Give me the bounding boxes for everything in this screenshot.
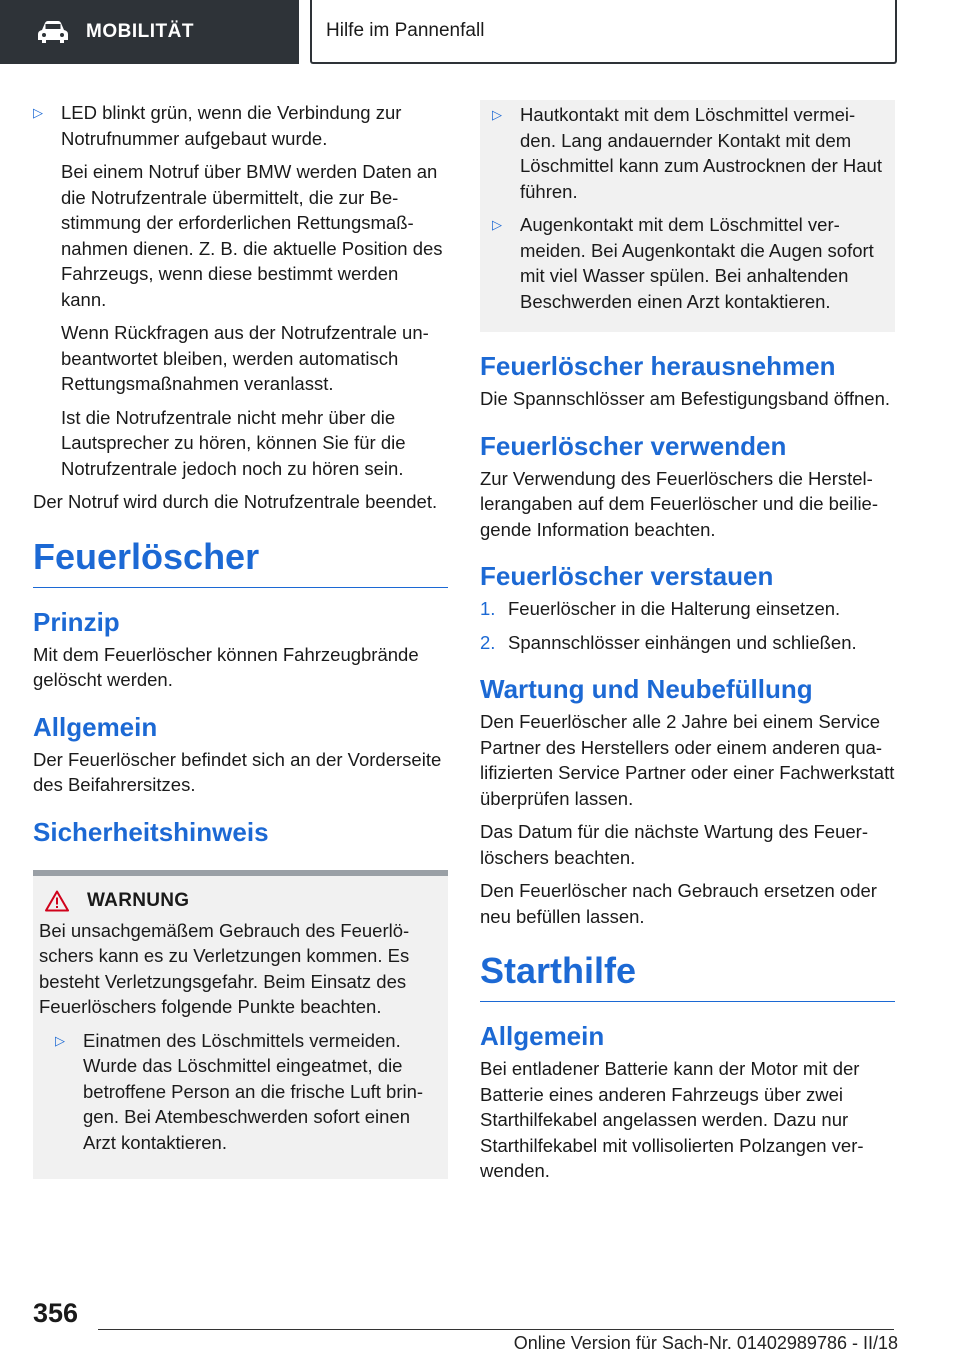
triangle-bullet-icon: ▷ bbox=[492, 217, 502, 232]
heading-herausnehmen: Feuerlöscher herausnehmen bbox=[480, 351, 836, 381]
page-number: 356 bbox=[33, 1298, 79, 1328]
heading-allgemein-starthilfe: Allgemein bbox=[480, 1021, 605, 1051]
footer-divider bbox=[98, 1329, 894, 1330]
list-item bbox=[492, 212, 883, 314]
paragraph: LED blinkt grün, wenn die Verbindung zur Notrufnummer aufgebaut wurde. bbox=[61, 102, 402, 149]
paragraph: Den Feuerlöscher nach Gebrauch ersetzen oder neu befüllen lassen. bbox=[480, 880, 877, 927]
triangle-bullet-icon: ▷ bbox=[55, 1032, 65, 1048]
paragraph: Bei entladener Batterie kann der Motor mit der Batterie eines anderen Fahrzeugs über zwei Starthilfekabel angelassen werden. Dazu nur Starthilfekabel mit vollisolierten Polzangen verwenden. bbox=[480, 1058, 864, 1181]
step-text: Feuerlöscher in die Halterung einsetzen. bbox=[508, 598, 841, 619]
list-item bbox=[33, 100, 448, 481]
warning-triangle-icon bbox=[45, 890, 69, 912]
step-number: 1. bbox=[480, 598, 496, 619]
paragraph: Den Feuerlöscher alle 2 Jahre bei einem Service Partner des Herstellers oder einem anderen qualifizierten Service Partner oder einer Fachwerkstatt überprüfen lassen. bbox=[480, 711, 895, 809]
paragraph: Augenkontakt mit dem Löschmittel vermeiden. Bei Augenkontakt die Augen sofort mit viel Wasser spülen. Bei anhaltenden Beschwerden einen Arzt kontaktieren. bbox=[520, 214, 874, 312]
list-item bbox=[492, 102, 883, 204]
heading-wartung: Wartung und Neubefüllung bbox=[480, 674, 813, 704]
footer-text: Online Version für Sach-Nr. 01402989786 - II/18 bbox=[513, 1333, 898, 1353]
section-title: MOBILITÄT bbox=[86, 21, 194, 42]
paragraph: Die Spannschlösser am Befestigungsband öffnen. bbox=[480, 388, 891, 409]
step-item bbox=[480, 630, 895, 656]
triangle-bullet-icon: ▷ bbox=[33, 105, 43, 120]
warning-box-continued bbox=[480, 100, 895, 332]
heading-sicherheitshinweis: Sicherheitshinweis bbox=[33, 816, 269, 847]
chapter-heading-starthilfe: Starthilfe bbox=[480, 951, 895, 1002]
section-tab bbox=[0, 0, 299, 64]
paragraph: Der Notruf wird durch die Notrufzentrale beendet. bbox=[33, 491, 438, 512]
warning-box bbox=[33, 870, 448, 1180]
paragraph: Einatmen des Löschmittels vermeiden. Wurde das Löschmittel eingeatmet, die betroffene Person an die frische Luft bringen. Bei Atembeschwerden sofort einen Arzt kontaktieren. bbox=[83, 1029, 424, 1153]
list-item bbox=[55, 1028, 442, 1156]
warning-title: WARNUNG bbox=[87, 889, 190, 911]
step-text: Spannschlösser einhängen und schließen. bbox=[508, 631, 857, 653]
chapter-tab bbox=[310, 0, 897, 64]
paragraph: Mit dem Feuerlöscher können Fahrzeugbrände gelöscht werden. bbox=[33, 643, 419, 690]
paragraph: Wenn Rückfragen aus der Notrufzentrale unbeantwortet bleiben, werden automatisch Rettungsmaßnahmen veranlasst. bbox=[61, 322, 429, 394]
car-icon bbox=[36, 20, 70, 44]
warning-text: Bei unsachgemäßem Gebrauch des Feuerlöschers kann es zu Verletzungen kommen. Es besteht Verletzungsgefahr. Beim Einsatz des Feuerlöschers folgende Punkte beachten. bbox=[39, 919, 410, 1017]
heading-allgemein: Allgemein bbox=[33, 711, 158, 742]
paragraph: Hautkontakt mit dem Löschmittel vermeiden. Lang andauernder Kontakt mit dem Löschmittel kann zum Austrocknen der Haut führen. bbox=[520, 104, 882, 202]
step-item bbox=[480, 596, 895, 622]
chapter-heading-feuerloescher: Feuerlöscher bbox=[33, 537, 448, 588]
paragraph: Zur Verwendung des Feuerlöschers die Herstellerangaben auf dem Feuerlöscher und die beiliegende Information beachten. bbox=[480, 467, 879, 540]
paragraph: Der Feuerlöscher befindet sich an der Vorderseite des Beifahrersitzes. bbox=[33, 748, 442, 795]
paragraph: Ist die Notrufzentrale nicht mehr über die Lautsprecher zu hören, können Sie für die Notrufzentrale jedoch noch zu hören sein. bbox=[61, 406, 406, 479]
right-column bbox=[480, 100, 895, 1192]
chapter-title: Hilfe im Pannenfall bbox=[326, 20, 485, 41]
triangle-bullet-icon: ▷ bbox=[492, 107, 502, 122]
heading-verwenden: Feuerlöscher verwenden bbox=[480, 430, 787, 461]
paragraph: Das Datum für die nächste Wartung des Feuerlöschers beachten. bbox=[480, 821, 868, 868]
paragraph: Bei einem Notruf über BMW werden Daten an die Notrufzentrale übermittelt, die zur Bestimmung der erforderlichen Rettungsmaßnahmen dienen. Z. B. die aktuelle Position des Fahrzeugs, wenn diese bestimmt werden kann. bbox=[61, 161, 443, 310]
heading-prinzip: Prinzip bbox=[33, 606, 120, 637]
step-number: 2. bbox=[480, 631, 496, 653]
heading-verstauen: Feuerlöscher verstauen bbox=[480, 561, 774, 591]
left-column bbox=[33, 100, 448, 1179]
